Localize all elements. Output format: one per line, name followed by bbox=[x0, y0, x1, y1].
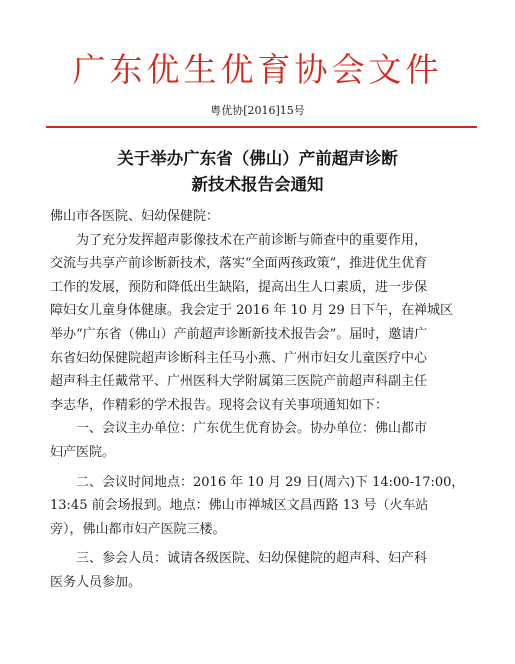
section-organizer-line: 妇产医院。 bbox=[50, 444, 116, 460]
paragraph-line: 超声科主任戴常平、广州医科大学附属第三医院产前超声科副主任 bbox=[50, 374, 428, 390]
section-time-place-line: 旁），佛山都市妇产医院三楼。 bbox=[50, 521, 226, 537]
paragraph-line: 工作的发展，预防和降低出生缺陷，提高出生人口素质，进一步保 bbox=[50, 279, 428, 295]
section-time-place-line: 二、会议时间地点：2016 年 10 月 29 日(周六)下 14:00-17:00， bbox=[76, 474, 465, 490]
paragraph-line: 为了充分发挥超声影像技术在产前诊断与筛查中的重要作用， bbox=[76, 232, 428, 248]
header-divider bbox=[46, 126, 477, 128]
addressee: 佛山市各医院、妇幼保健院： bbox=[50, 209, 220, 224]
section-time-place-line: 13:45 前会场报到。地点：佛山市禅城区文昌西路 13 号（火车站 bbox=[50, 498, 429, 514]
title-line-2: 新技术报告会通知 bbox=[191, 175, 324, 194]
paragraph-line: 举办“广东省（佛山）产前超声诊断新技术报告会”。届时，邀请广 bbox=[50, 326, 428, 342]
title-line-1: 关于举办广东省（佛山）产前超声诊断 bbox=[117, 149, 398, 168]
section-attendees-line: 三、参会人员：诚请各级医院、妇幼保健院的超声科、妇产科 bbox=[76, 551, 428, 567]
paragraph-line: 东省妇幼保健院超声诊断科主任马小燕、广州市妇女儿童医疗中心 bbox=[50, 350, 428, 366]
section-attendees-line: 医务人员参加。 bbox=[50, 574, 142, 590]
notice-title bbox=[0, 146, 515, 198]
notice-body bbox=[50, 205, 470, 595]
paragraph-line: 交流与共享产前诊断新技术，落实“全面两孩政策”，推进优生优育 bbox=[50, 256, 428, 272]
paragraph-line: 李志华，作精彩的学术报告。现将会议有关事项通知如下： bbox=[50, 397, 389, 413]
paragraph-line: 障妇女儿童身体健康。我会定于 2016 年 10 月 29 日下午，在禅城区 bbox=[50, 303, 453, 319]
document-number: 粤优协[2016]15号 bbox=[210, 104, 305, 117]
section-organizer-line: 一、会议主办单位：广东优生优育协会。协办单位：佛山都市 bbox=[76, 421, 428, 437]
organization-header: 广东优生优育协会文件 bbox=[72, 50, 443, 89]
